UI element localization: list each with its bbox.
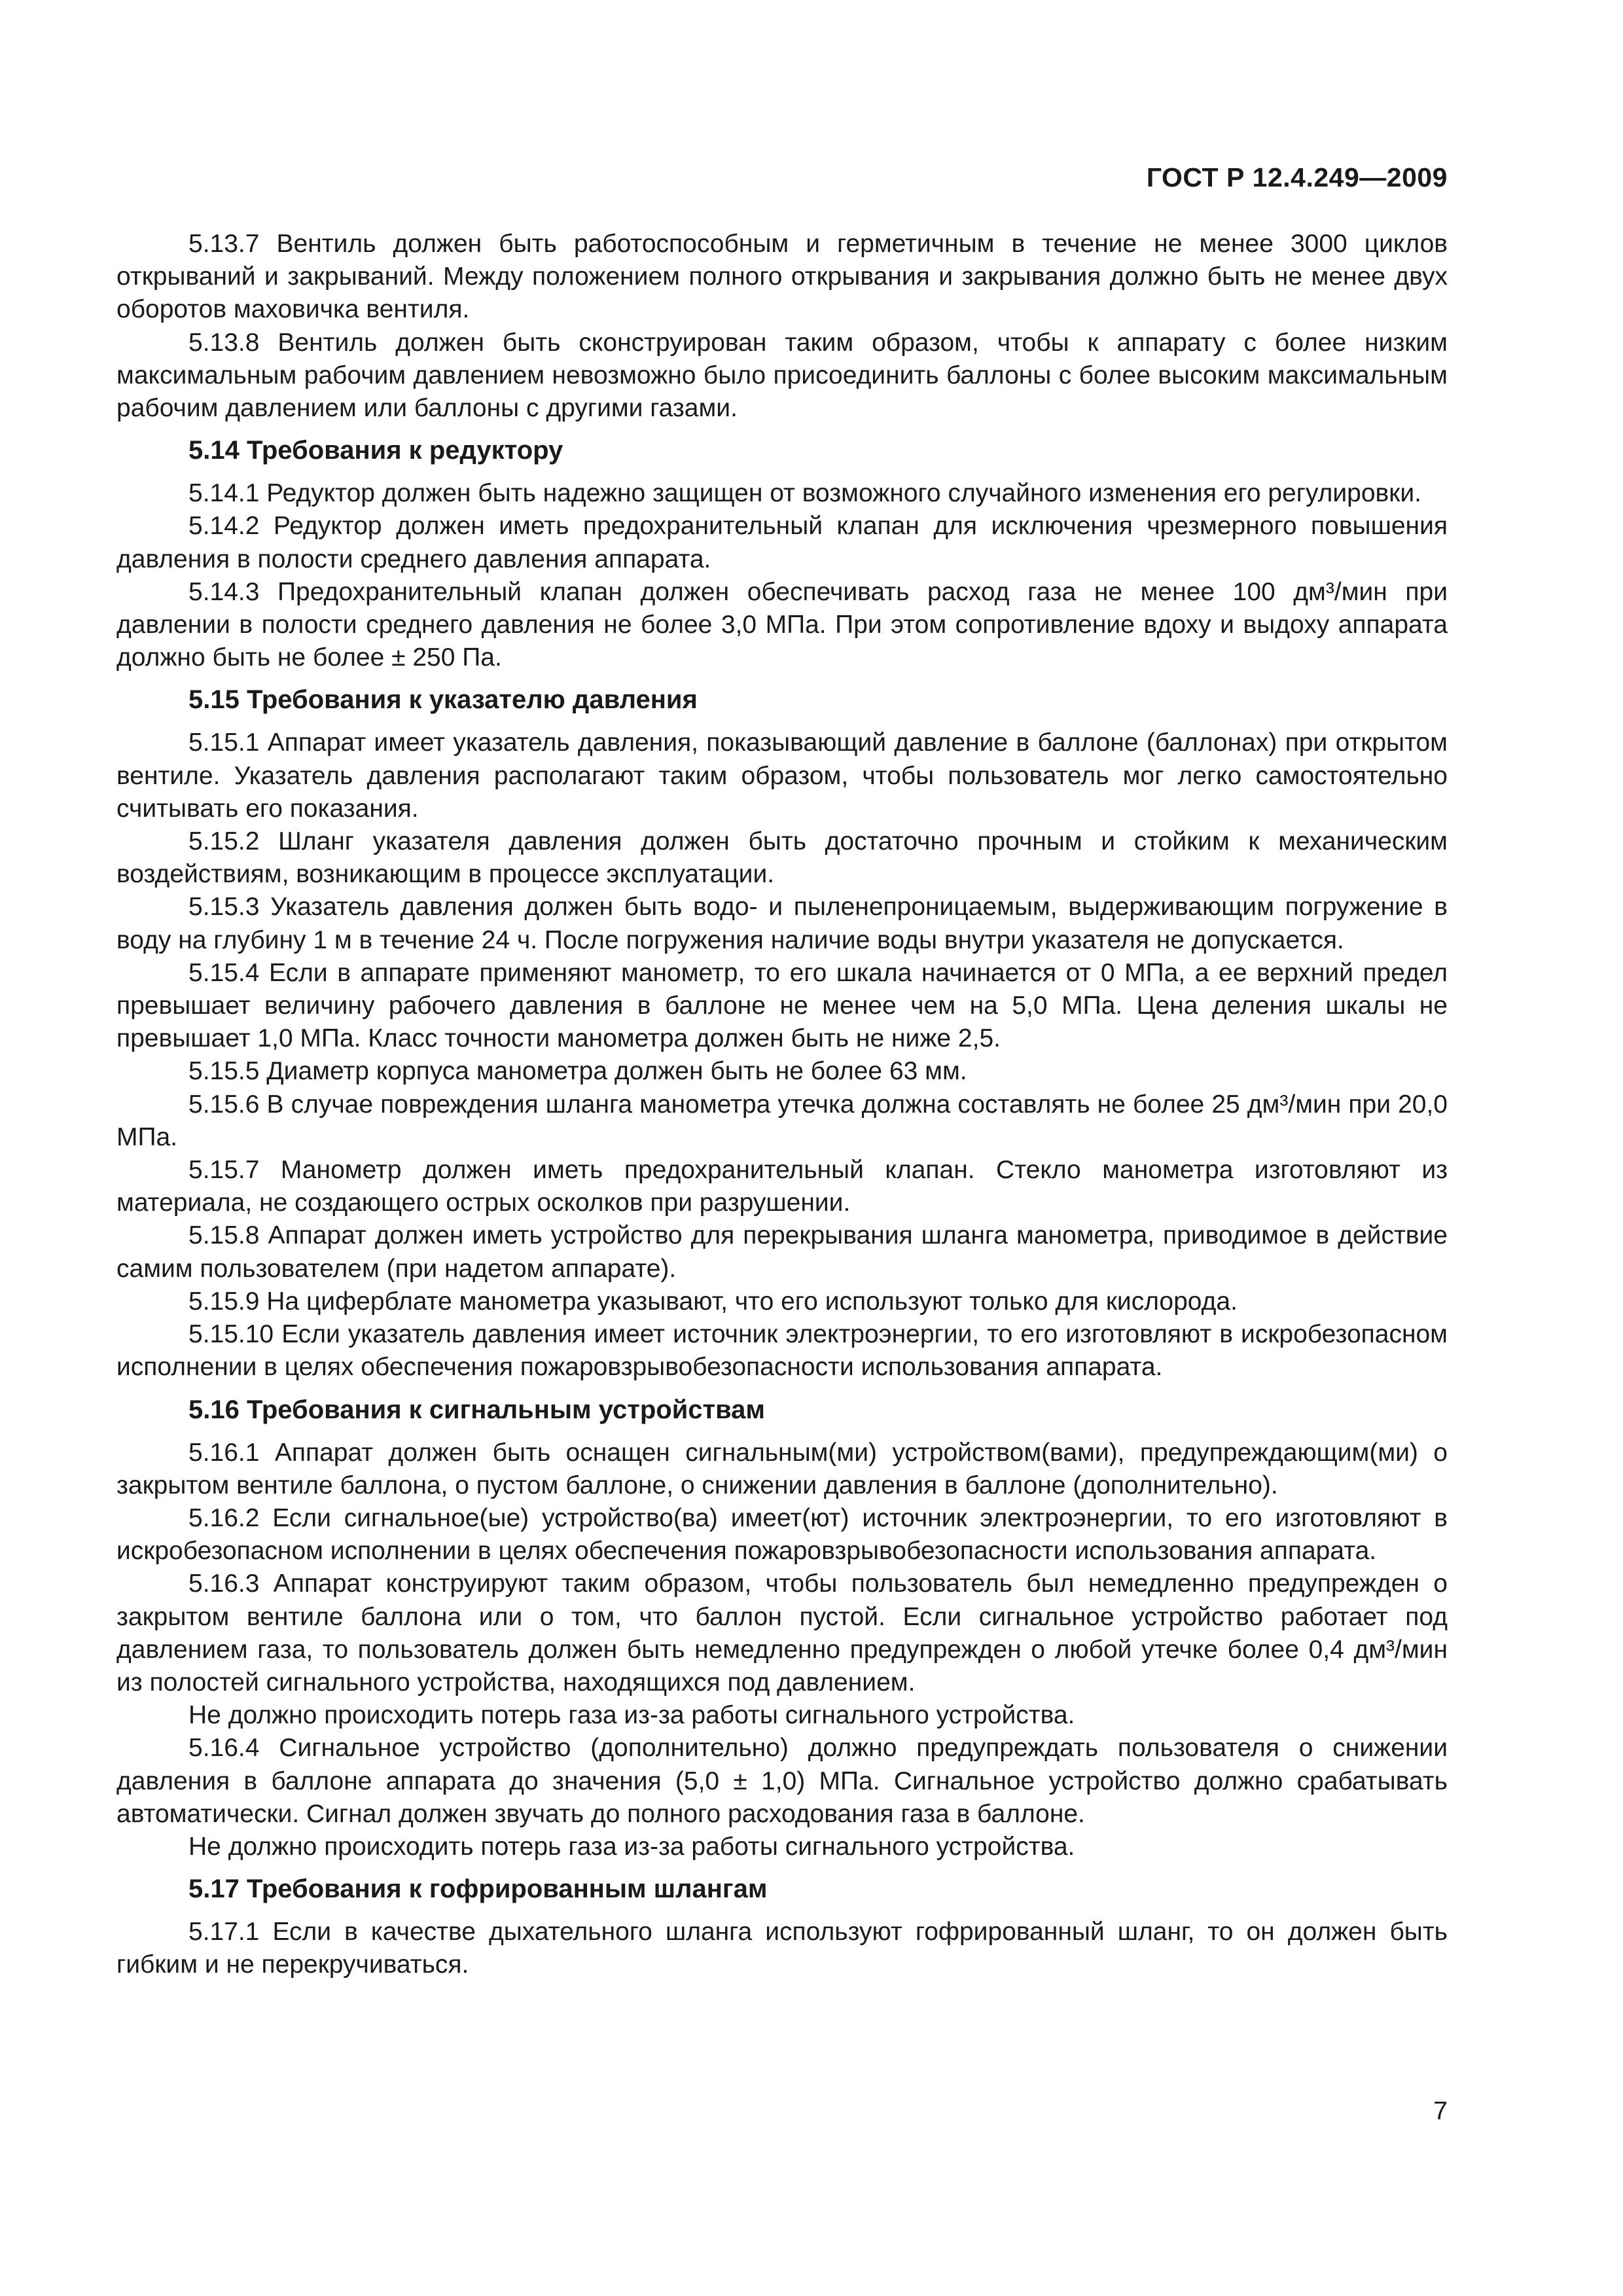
clause-5-15-6: 5.15.6 В случае повреждения шланга манометра утечка должна составлять не более 25 дм³/мин при 20,0 МПа. — [116, 1090, 1448, 1151]
clause-5-16-1: 5.16.1 Аппарат должен быть оснащен сигнальным(ми) устройством(вами), предупреждающим(ми) о закрытом вентиле баллона, о пустом баллоне, о снижении давления в баллоне (дополнительно). — [116, 1438, 1448, 1499]
clause-5-13-8: 5.13.8 Вентиль должен быть сконструирован таким образом, чтобы к аппарату с более низким максимальным рабочим давлением невозможно было присоединить баллоны с более высоким максимальным рабочим давлением или баллоны с другими газами. — [116, 328, 1448, 423]
clause-5-15-2: 5.15.2 Шланг указателя давления должен быть достаточно прочным и стойким к механическим воздействиям, возникающим в процессе эксплуатации. — [116, 827, 1448, 889]
clause-5-15-7: 5.15.7 Манометр должен иметь предохранительный клапан. Стекло манометра изготовляют из материала, не создающего острых осколков при разрушении. — [116, 1156, 1448, 1217]
page-number: 7 — [1433, 2097, 1448, 2125]
clause-5-13-7: 5.13.7 Вентиль должен быть работоспособным и герметичным в течение не менее 3000 циклов открываний и закрываний. Между положением полного открывания и закрывания должно быть не менее двух оборотов маховичка вентиля. — [116, 230, 1448, 324]
clause-5-17-1: 5.17.1 Если в качестве дыхательного шланга используют гофрированный шланг, то он должен быть гибким и не перекручиваться. — [116, 1918, 1448, 1979]
clause-5-14-1: 5.14.1 Редуктор должен быть надежно защищен от возможного случайного изменения его регулировки. — [188, 479, 1421, 508]
section-heading-5-14: 5.14 Требования к редуктору — [188, 436, 563, 465]
clause-5-15-9: 5.15.9 На циферблате манометра указывают, что его используют только для кислорода. — [188, 1287, 1238, 1316]
clause-5-15-1: 5.15.1 Аппарат имеет указатель давления, показывающий давление в баллоне (баллонах) при открытом вентиле. Указатель давления располагают таким образом, чтобы пользователь мог легко самостоятельно считывать его показания. — [116, 728, 1448, 823]
clause-5-16-3-note: Не должно происходить потерь газа из-за работы сигнального устройства. — [188, 1701, 1075, 1730]
clause-5-15-5: 5.15.5 Диаметр корпуса манометра должен быть не более 63 мм. — [188, 1057, 967, 1086]
clause-5-16-3: 5.16.3 Аппарат конструируют таким образом, чтобы пользователь был немедленно предупрежден о закрытом вентиле баллона или о том, что баллон пустой. Если сигнальное устройство работает под давлением газа, то пользователь должен быть немедленно предупрежден о любой утечке более 0,4 дм³/мин из полостей сигнального устройства, находящихся под давлением. — [116, 1570, 1448, 1696]
clause-5-14-2: 5.14.2 Редуктор должен иметь предохранительный клапан для исключения чрезмерного повышения давления в полости среднего давления аппарата. — [116, 512, 1448, 573]
clause-5-16-4-note: Не должно происходить потерь газа из-за работы сигнального устройства. — [188, 1832, 1075, 1861]
document-id-header: ГОСТ Р 12.4.249—2009 — [1146, 162, 1448, 192]
clause-5-15-3: 5.15.3 Указатель давления должен быть водо- и пыленепроницаемым, выдерживающим погружение в воду на глубину 1 м в течение 24 ч. После погружения наличие воды внутри указателя не допускается. — [116, 893, 1448, 954]
clause-5-15-4: 5.15.4 Если в аппарате применяют манометр, то его шкала начинается от 0 МПа, а ее верхний предел превышает величину рабочего давления в баллоне не менее чем на 5,0 МПа. Цена деления шкалы не превышает 1,0 МПа. Класс точности манометра должен быть не ниже 2,5. — [116, 958, 1448, 1053]
clause-5-16-2: 5.16.2 Если сигнальное(ые) устройство(ва) имеет(ют) источник электроэнергии, то его изготовляют в искробезопасном исполнении в целях обеспечения пожаровзрывобезопасности использования аппарата. — [116, 1503, 1448, 1566]
clause-5-16-4: 5.16.4 Сигнальное устройство (дополнительно) должно предупреждать пользователя о снижении давления в баллоне аппарата до значения (5,0 ± 1,0) МПа. Сигнальное устройство должно срабатывать автоматически. Сигнал должен звучать до полного расходования газа в баллоне. — [116, 1734, 1448, 1828]
document-body — [116, 228, 1448, 1982]
clause-5-15-8: 5.15.8 Аппарат должен иметь устройство для перекрывания шланга манометра, приводимое в действие самим пользователем (при надетом аппарате). — [116, 1221, 1448, 1283]
section-heading-5-17: 5.17 Требования к гофрированным шлангам — [188, 1874, 768, 1904]
section-heading-5-15: 5.15 Требования к указателю давления — [188, 685, 698, 715]
clause-5-14-3: 5.14.3 Предохранительный клапан должен обеспечивать расход газа не менее 100 дм³/мин при давлении в полости среднего давления не более 3,0 МПа. При этом сопротивление вдоху и выдоху аппарата должно быть не более ± 250 Па. — [116, 577, 1448, 672]
clause-5-15-10: 5.15.10 Если указатель давления имеет источник электроэнергии, то его изготовляют в искробезопасном исполнении в целях обеспечения пожаровзрывобезопасности использования аппарата. — [116, 1320, 1448, 1382]
section-heading-5-16: 5.16 Требования к сигнальным устройствам — [188, 1395, 766, 1424]
